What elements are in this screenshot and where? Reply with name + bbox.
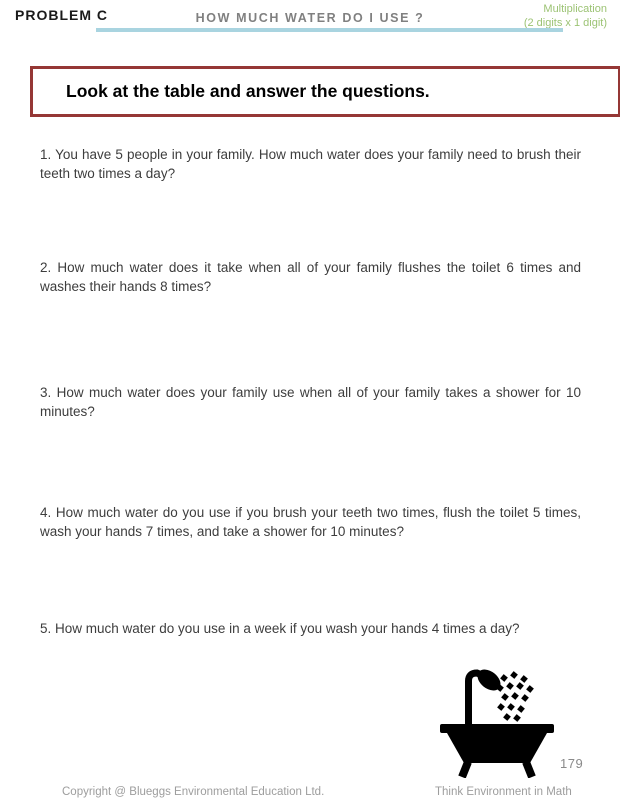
page-number: 179 xyxy=(560,756,584,771)
footer-tagline: Think Environment in Math xyxy=(435,786,572,798)
instruction-text: Look at the table and answer the questions. xyxy=(66,81,430,101)
question-3: 3. How much water does your family use when all of your family takes a shower for 10 minutes? xyxy=(40,385,581,419)
instruction-box xyxy=(30,66,620,117)
topic-label xyxy=(524,3,607,30)
question-5: 5. How much water do you use in a week if you wash your hands 4 times a day? xyxy=(40,621,520,636)
bathtub-shower-icon xyxy=(437,662,561,778)
topic-line-1: Multiplication xyxy=(543,3,607,15)
topic-line-2: (2 digits x 1 digit) xyxy=(523,16,607,29)
page-title: HOW MUCH WATER DO I USE ? xyxy=(195,11,425,25)
header-divider xyxy=(96,28,563,32)
footer-copyright: Copyright @ Blueggs Environmental Education Ltd. xyxy=(62,786,325,798)
question-4: 4. How much water do you use if you brush your teeth two times, flush the toilet 5 times, wash your hands 7 times, and take a shower for 10 minutes? xyxy=(40,505,581,539)
question-1: 1. You have 5 people in your family. How much water does your family need to brush their teeth two times a day? xyxy=(40,147,581,181)
question-2: 2. How much water does it take when all of your family flushes the toilet 6 times and washes their hands 8 times? xyxy=(40,260,581,294)
problem-label: PROBLEM C xyxy=(15,7,108,23)
